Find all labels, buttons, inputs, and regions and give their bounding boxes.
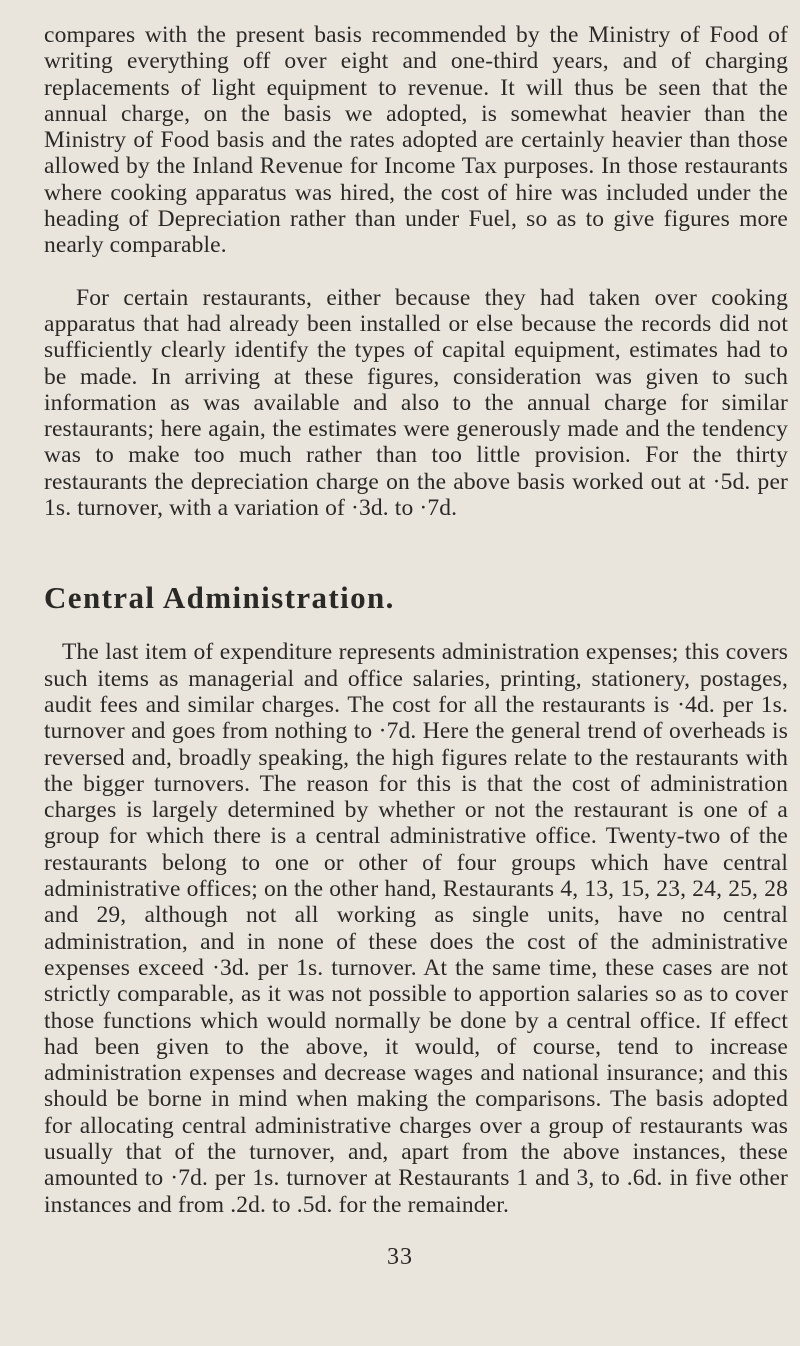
paragraph-depreciation-basis: compares with the present basis recommended by the Ministry of Food of writing everything off over eight and one-third years, and of charging replacements of light equipment to revenue. It will thus be seen that the annual charge, on the basis we adopted, is somewhat heavier than the Ministry of Food basis and the rates adopted are certainly heavier than those allowed by the Inland Revenue for Income Tax purposes. In those restaurants where cooking apparatus was hired, the cost of hire was included under the heading of Depreciation rather than under Fuel, so as to give figures more nearly comparable. xyxy=(44,22,788,259)
section-heading: Central Administration. xyxy=(44,580,395,616)
page-number: 33 xyxy=(387,1244,413,1270)
paragraph-estimates: For certain restaurants, either because they had taken over cooking apparatus that had already been installed or else because the records did not sufficiently clearly identify the types of capital equipment, estimates had to be made. In arriving at these figures, consideration was given to such information as was available and also to the annual charge for similar restaurants; here again, the estimates were generously made and the tendency was to make too much rather than too little provision. For the thirty restaurants the depreciation charge on the above basis worked out at ·5d. per 1s. turnover, with a variation of ·3d. to ·7d. xyxy=(44,284,788,522)
paragraph-administration-expenses: The last item of expenditure represents administration expenses; this covers such items as managerial and office salaries, printing, stationery, postages, audit fees and similar charges. The cost for all the restaurants is ·4d. per 1s. turnover and goes from nothing to ·7d. Here the general trend of overheads is reversed and, broadly speaking, the high figures relate to the restaurants with the bigger turnovers. The reason for this is that the cost of administration charges is largely determined by whether or not the restaurant is one of a group for which there is a central administrative office. Twenty-two of the restaurants belong to one or other of four groups which have central administrative offices; on the other hand, Restaurants 4, 13, 15, 23, 24, 25, 28 and 29, although not all working as single units, have no central administration, and in none of these does the cost of the administrative expenses exceed ·3d. per 1s. turnover. At the same time, these cases are not strictly comparable, as it was not possible to apportion salaries so as to cover those functions which would normally be done by a central office. If effect had been given to the above, it would, of course, tend to increase administration expenses and decrease wages and national insurance; and this should be borne in mind when making the comparisons. The basis adopted for allocating central administrative charges over a group of restaurants was usually that of the turnover, and, apart from the above instances, these amounted to ·7d. per 1s. turnover at Restaurants 1 and 3, to .6d. in five other instances and from .2d. to .5d. for the remainder. xyxy=(44,639,788,1218)
